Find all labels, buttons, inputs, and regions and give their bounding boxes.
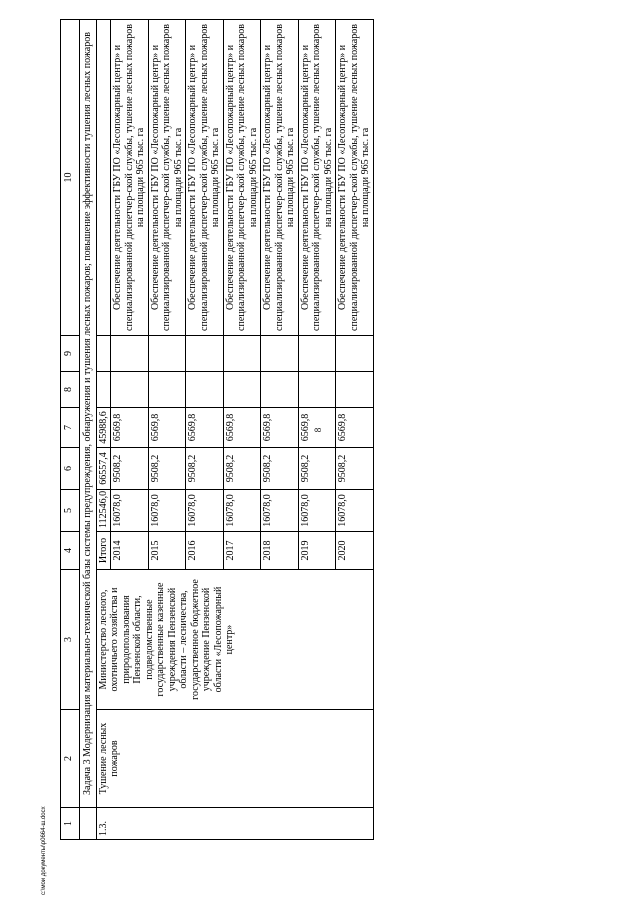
task-spacer	[80, 808, 97, 840]
col5-cell: 16078,0	[186, 490, 224, 532]
item-number: 1.3.	[96, 808, 373, 840]
year-cell: 2019	[298, 532, 336, 570]
year-cell: 2015	[148, 532, 186, 570]
col9-cell	[223, 336, 261, 372]
rotated-table-container	[60, 20, 580, 840]
year-cell: 2017	[223, 532, 261, 570]
year-cell: 2016	[186, 532, 224, 570]
col-number-10: 10	[61, 20, 80, 336]
col-number-6: 6	[61, 448, 80, 490]
col-number-9: 9	[61, 336, 80, 372]
col8-cell	[261, 372, 299, 408]
col9-cell	[336, 336, 374, 372]
col-number-2: 2	[61, 710, 80, 808]
col7-cell: 6569,8	[261, 408, 299, 448]
col6-cell: 9508,2	[111, 448, 149, 490]
col9-cell	[186, 336, 224, 372]
col5-cell: 16078,0	[111, 490, 149, 532]
col7-cell: 6569,8	[148, 408, 186, 448]
col-number-4: 4	[61, 532, 80, 570]
col7-cell: 6569,8	[298, 408, 336, 448]
result-cell: Обеспечение деятельности ГБУ ПО «Лесопожарный центр» и специализированной диспетчер-ской службы, тушение лесных пожаров на площади 965 тыс. га	[148, 20, 186, 336]
col-number-3: 3	[61, 570, 80, 710]
column-number-row	[61, 20, 80, 840]
col9-cell	[111, 336, 149, 372]
item-name: Тушение лесных пожаров	[96, 710, 373, 808]
col-number-7: 7	[61, 408, 80, 448]
total-label: Итого	[96, 532, 111, 570]
col-number-5: 5	[61, 490, 80, 532]
col6-cell: 9508,2	[336, 448, 374, 490]
year-cell: 2020	[336, 532, 374, 570]
total-col9	[96, 336, 111, 372]
total-row	[96, 20, 111, 840]
col9-cell	[298, 336, 336, 372]
program-table	[60, 19, 374, 840]
col5-cell: 16078,0	[261, 490, 299, 532]
item-executor: Министерство лесного, охотничьего хозяйства и природопользования Пензенской области, подведомственные государственные казенные учреждения Пензенской области – лесничества, государственное бюджетное учреждение Пензенской области «Лесопожарный центр»	[96, 570, 373, 710]
col6-cell: 9508,2	[148, 448, 186, 490]
footer-file-path: c:\мои документы\p0664-ш.docx	[41, 806, 47, 895]
year-cell: 2018	[261, 532, 299, 570]
col8-cell	[148, 372, 186, 408]
result-cell: Обеспечение деятельности ГБУ ПО «Лесопожарный центр» и специализированной диспетчер-ской службы, тушение лесных пожаров на площади 965 тыс. га	[261, 20, 299, 336]
total-col5: 112546,0	[96, 490, 111, 532]
col7-cell: 6569,8	[186, 408, 224, 448]
col8-cell	[298, 372, 336, 408]
result-cell: Обеспечение деятельности ГБУ ПО «Лесопожарный центр» и специализированной диспетчер-ской службы, тушение лесных пожаров на площади 965 тыс. га	[336, 20, 374, 336]
total-col6: 66557,4	[96, 448, 111, 490]
col8-cell	[186, 372, 224, 408]
total-col7: 45988,6	[96, 408, 111, 448]
total-col10	[96, 20, 111, 336]
col8-cell	[223, 372, 261, 408]
col5-cell: 16078,0	[336, 490, 374, 532]
col5-cell: 16078,0	[148, 490, 186, 532]
result-cell: Обеспечение деятельности ГБУ ПО «Лесопожарный центр» и специализированной диспетчер-ской службы, тушение лесных пожаров на площади 965 тыс. га	[223, 20, 261, 336]
col6-cell: 9508,2	[223, 448, 261, 490]
col7-cell: 6569,8	[111, 408, 149, 448]
col7-cell: 6569,8	[336, 408, 374, 448]
year-cell: 2014	[111, 532, 149, 570]
page-number: 8	[313, 427, 323, 433]
task-row	[80, 20, 97, 840]
result-cell: Обеспечение деятельности ГБУ ПО «Лесопожарный центр» и специализированной диспетчер-ской службы, тушение лесных пожаров на площади 965 тыс. га	[186, 20, 224, 336]
col5-cell: 16078,0	[298, 490, 336, 532]
col7-cell: 6569,8	[223, 408, 261, 448]
col5-cell: 16078,0	[223, 490, 261, 532]
task-heading: Задача 3 Модернизация материально-технической базы системы предупреждения, обнаружения и тушения лесных пожаров; повышение эффективности тушения лесных пожаров	[80, 20, 97, 808]
col6-cell: 9508,2	[186, 448, 224, 490]
col-number-8: 8	[61, 372, 80, 408]
col8-cell	[111, 372, 149, 408]
result-cell: Обеспечение деятельности ГБУ ПО «Лесопожарный центр» и специализированной диспетчер-ской службы, тушение лесных пожаров на площади 965 тыс. га	[298, 20, 336, 336]
col9-cell	[148, 336, 186, 372]
col8-cell	[336, 372, 374, 408]
col9-cell	[261, 336, 299, 372]
total-col8	[96, 372, 111, 408]
col6-cell: 9508,2	[298, 448, 336, 490]
col6-cell: 9508,2	[261, 448, 299, 490]
result-cell: Обеспечение деятельности ГБУ ПО «Лесопожарный центр» и специализированной диспетчер-ской службы, тушение лесных пожаров на площади 965 тыс. га	[111, 20, 149, 336]
col-number-1: 1	[61, 808, 80, 840]
